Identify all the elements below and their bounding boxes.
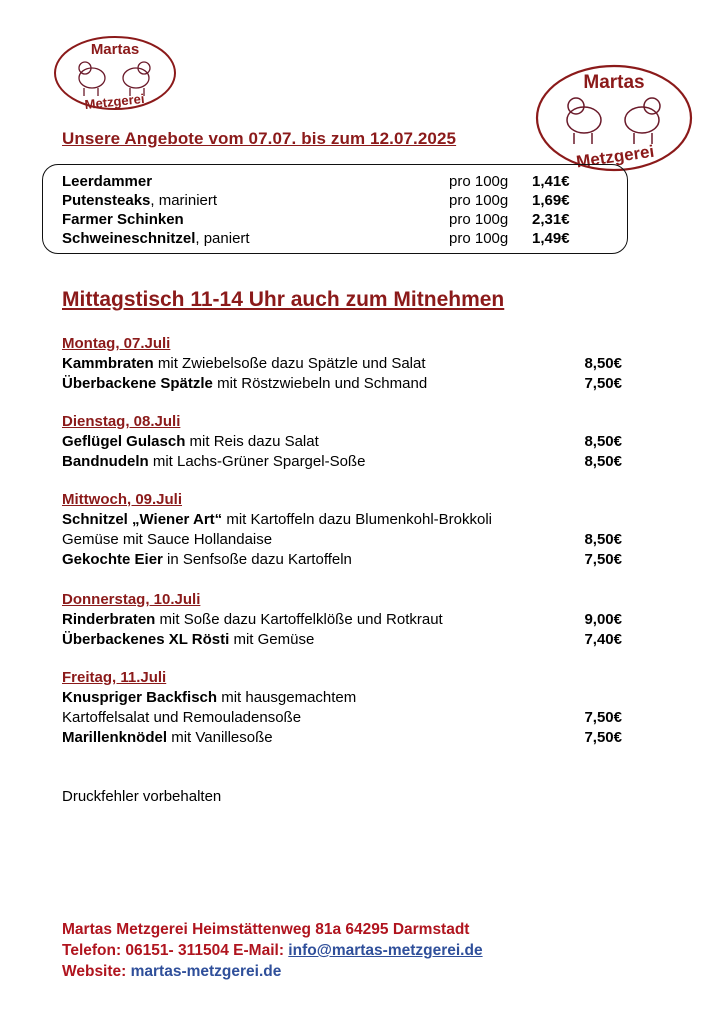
offer-item [62,172,570,192]
dish-price: 7,50€ [584,375,622,392]
dish-name: Geflügel Gulasch [62,433,186,450]
menu-line [62,432,622,452]
menu-line [62,374,622,394]
dish-name: Knuspriger Backfisch [62,689,218,706]
footer-address: Martas Metzgerei Heimstättenweg 81a 64295 Darmstadt [62,921,470,938]
menu-line [62,610,622,630]
dish-desc: in Senfsoße dazu Kartoffeln [162,551,352,568]
offer-price: 1,41€ [532,173,570,190]
offer-price: 2,31€ [532,211,570,228]
dish-desc: mit Zwiebelsoße dazu Spätzle und Salat [153,355,426,372]
logo-small-graphic [52,34,178,112]
dish-desc: mit Lachs-Grüner Spargel-Soße [148,453,366,470]
day-heading: Freitag, 11.Juli [62,669,167,686]
offer-name: Leerdammer [62,173,153,190]
day-heading: Montag, 07.Juli [62,335,171,352]
logo-small [52,34,178,112]
dish-desc: Gemüse mit Sauce Hollandaise [62,531,273,548]
menu-line [62,708,622,728]
dish-name: Rinderbraten [62,611,156,628]
dish-desc: Kartoffelsalat und Remouladensoße [62,709,302,726]
dish-desc: mit Gemüse [229,631,315,648]
menu-line [62,354,622,374]
dish-price: 8,50€ [584,531,622,548]
dish-price: 9,00€ [584,611,622,628]
logo-large [534,62,694,174]
dish-desc: mit Reis dazu Salat [185,433,319,450]
dish-name: Kammbraten [62,355,154,372]
offer-unit: pro 100g [449,192,509,209]
dish-name: Schnitzel „Wiener Art“ [62,511,223,528]
day-heading: Donnerstag, 10.Juli [62,591,201,608]
offer-item [62,229,570,249]
logo-small-line2: Metzgerei [83,90,146,112]
dish-price: 8,50€ [584,433,622,450]
offer-name: Farmer Schinken [62,211,184,228]
offer-extra: , paniert [195,230,250,247]
dish-price: 7,50€ [584,709,622,726]
dish-price: 8,50€ [584,355,622,372]
offer-extra: , mariniert [150,192,218,209]
footer-website [62,962,281,982]
day-heading: Dienstag, 08.Juli [62,413,181,430]
day-heading: Mittwoch, 09.Juli [62,491,183,508]
dish-desc: mit Soße dazu Kartoffelklöße und Rotkraut [155,611,443,628]
dish-desc: mit Röstzwiebeln und Schmand [212,375,428,392]
offers-title: Unsere Angebote vom 07.07. bis zum 12.07.2025 [62,129,457,148]
dish-name: Überbackene Spätzle [62,375,213,392]
logo-small-line1: Martas [90,41,140,58]
email-link[interactable]: info@martas-metzgerei.de [288,942,483,959]
menu-line [62,550,622,570]
offer-price: 1,69€ [532,192,570,209]
dish-price: 7,40€ [584,631,622,648]
offer-item [62,191,570,211]
logo-large-graphic [534,62,694,174]
dish-price: 7,50€ [584,729,622,746]
website-label: Website: [62,963,131,980]
offer-item [62,210,570,230]
offer-name: Schweineschnitzel [62,230,196,247]
offer-price: 1,49€ [532,230,570,247]
logo-large-line2: Metzgerei [575,141,656,172]
dish-price: 7,50€ [584,551,622,568]
dish-desc: mit Vanillesoße [167,729,273,746]
offer-name: Putensteaks [62,192,151,209]
offer-unit: pro 100g [449,211,509,228]
dish-desc: mit Kartoffeln dazu Blumenkohl-Brokkoli [222,511,493,528]
dish-price: 8,50€ [584,453,622,470]
dish-name: Überbackenes XL Rösti [62,631,230,648]
website-link[interactable]: martas-metzgerei.de [130,963,282,980]
menu-line [62,688,622,708]
dish-name: Marillenknödel [62,729,168,746]
menu-line [62,452,622,472]
dish-desc: mit hausgemachtem [217,689,357,706]
lunch-title: Mittagstisch 11-14 Uhr auch zum Mitnehmen [62,288,505,311]
offer-unit: pro 100g [449,173,509,190]
offer-unit: pro 100g [449,230,509,247]
logo-large-line1: Martas [583,72,645,93]
disclaimer: Druckfehler vorbehalten [62,788,222,805]
menu-line [62,530,622,550]
dish-name: Bandnudeln [62,453,149,470]
dish-name: Gekochte Eier [62,551,163,568]
footer-contact [62,941,483,961]
menu-line [62,510,622,530]
footer-phone: Telefon: 06151- 311504 E-Mail: [62,942,289,959]
menu-line [62,630,622,650]
menu-line [62,728,622,748]
